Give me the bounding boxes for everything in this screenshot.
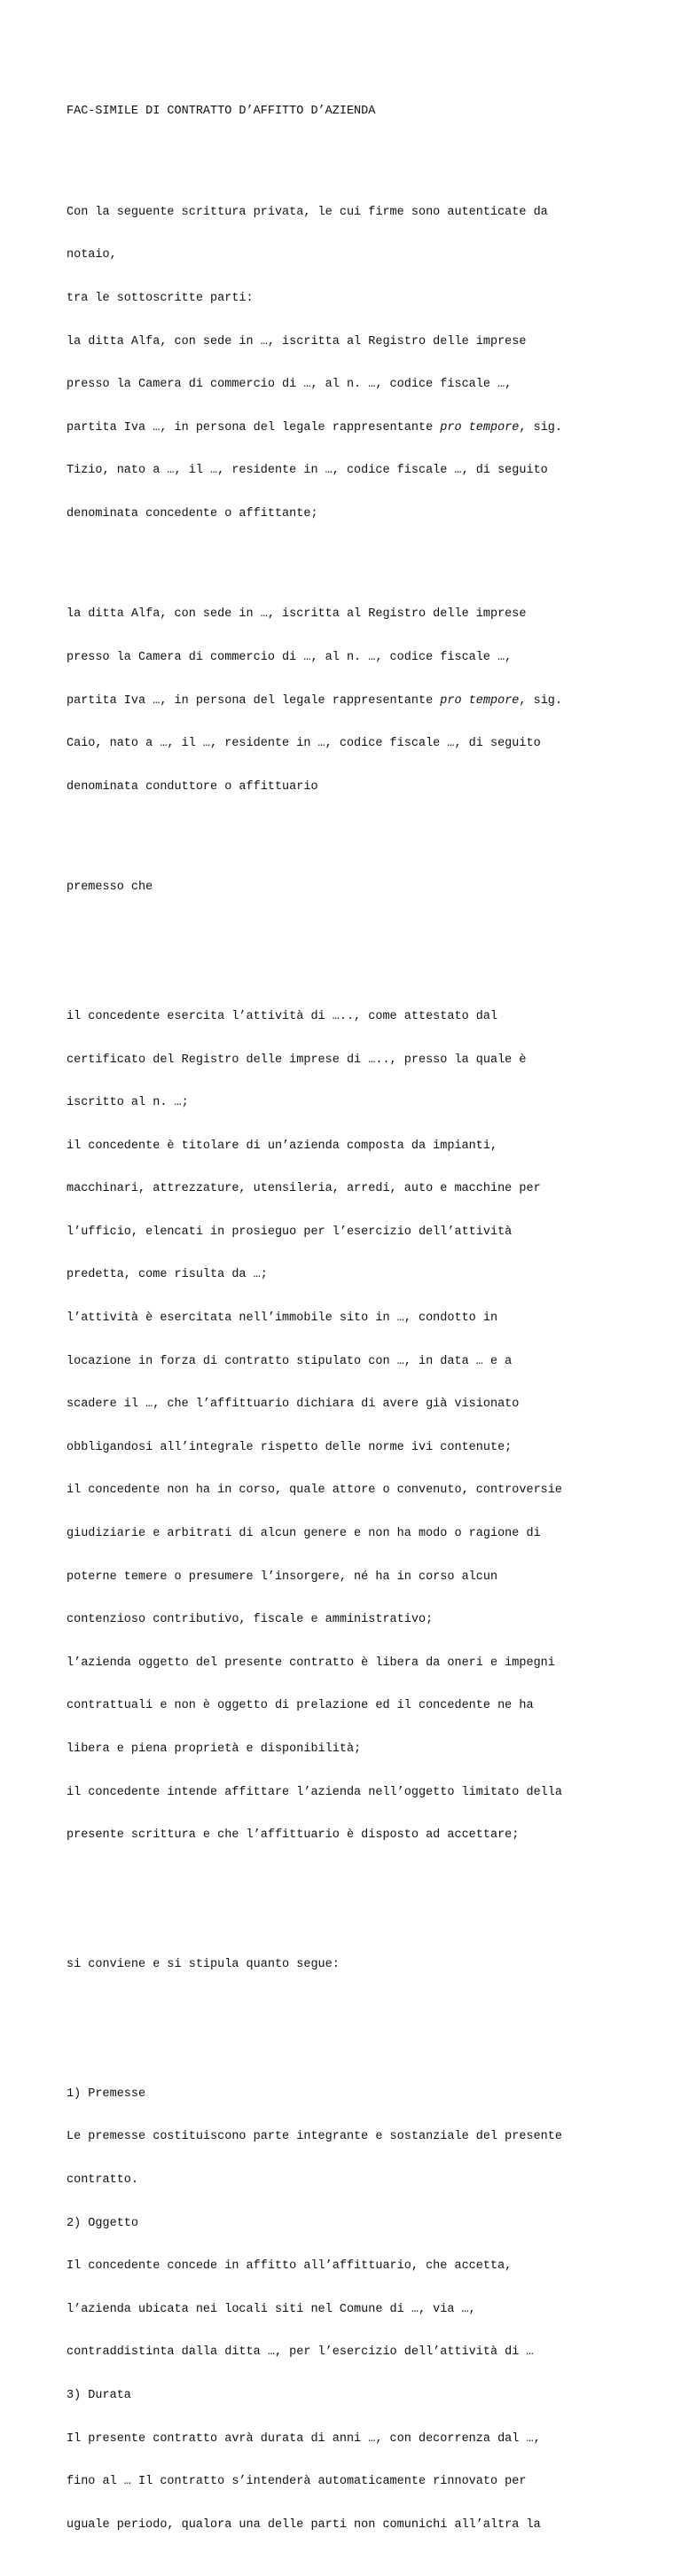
spacer [67, 1900, 681, 1914]
clause-line: uguale periodo, qualora una delle parti non comunichi all’altra la [67, 2517, 541, 2532]
recital-line: il concedente esercita l’attività di ….., come attestato dal [67, 1009, 498, 1023]
clauses-block [67, 2058, 681, 2561]
clause-line: contraddistinta dalla ditta …, per l’esercizio dell’attività di … [67, 2345, 534, 2360]
recital-line: poterne temere o presumere l’insorgere, né ha in corso alcun [67, 1570, 498, 1584]
party1-line: denominata concedente o affittante; [67, 506, 318, 521]
recital-line: l’ufficio, elencati in prosieguo per l’esercizio dell’attività [67, 1225, 513, 1239]
spacer [67, 924, 681, 938]
clause-heading-oggetto: 2) Oggetto [67, 2216, 139, 2230]
clause-line: fino al … Il contratto s’intenderà automaticamente rinnovato per [67, 2475, 527, 2489]
recital-line: libera e piena proprietà e disponibilità; [67, 1742, 362, 1756]
recital-line: il concedente non ha in corso, quale attore o convenuto, controversie [67, 1484, 562, 1498]
recital-line: scadere il …, che l’affittuario dichiara di avere già visionato [67, 1398, 520, 1412]
conviene-heading: si conviene e si stipula quanto segue: [67, 1957, 340, 1971]
spacer [67, 2001, 681, 2016]
clause-heading-premesse: 1) Premesse [67, 2087, 146, 2101]
party2-vat-post: , sig. [519, 693, 563, 708]
recital-line: il concedente è titolare di un’azienda composta da impianti, [67, 1139, 498, 1153]
recital-line: l’azienda oggetto del presente contratto è libera da oneri e impegni [67, 1656, 555, 1670]
clause-line: Le premesse costituiscono parte integrante e sostanziale del presente [67, 2130, 562, 2144]
intro-line: la ditta Alfa, con sede in …, iscritta al Registro delle imprese [67, 334, 527, 348]
intro-line: presso la Camera di commercio di …, al n. …, codice fiscale …, [67, 378, 513, 392]
clause-line: Il concedente concede in affitto all’affittuario, che accetta, [67, 2259, 513, 2274]
recitals-block [67, 982, 681, 1872]
intro-line: Con la seguente scrittura privata, le cui firme sono autenticate da [67, 205, 548, 219]
party2-pro-tempore: pro tempore [440, 693, 520, 708]
party2-line: denominata conduttore o affittuario [67, 779, 318, 794]
spacer [67, 148, 681, 162]
clause-line: l’azienda ubicata nei locali siti nel Comune di …, via …, [67, 2302, 476, 2316]
recital-line: predetta, come risulta da …; [67, 1268, 268, 1282]
recital-line: l’attività è esercitata nell’immobile sito in …, condotto in [67, 1311, 498, 1326]
intro-line: notaio, [67, 248, 117, 262]
recital-line: giudiziarie e arbitrati di alcun genere e non ha modo o ragione di [67, 1527, 541, 1541]
recital-line: iscritto al n. …; [67, 1096, 189, 1110]
recital-line: obbligandosi all’integrale rispetto delle norme ivi contenute; [67, 1440, 513, 1454]
recital-line: il concedente intende affittare l’azienda nell’oggetto limitato della [67, 1785, 562, 1799]
party1-vat-line [67, 421, 681, 435]
party2-vat-line [67, 694, 681, 709]
party2-line: la ditta Alfa, con sede in …, iscritta al Registro delle imprese [67, 607, 527, 622]
party1-pro-tempore: pro tempore [440, 420, 520, 435]
premesso-heading: premesso che [67, 881, 153, 895]
spacer [67, 823, 681, 837]
party2-line: presso la Camera di commercio di …, al n. …, codice fiscale …, [67, 650, 513, 664]
recital-line: presente scrittura e che l’affittuario è disposto ad accettare; [67, 1828, 520, 1843]
party2-line: Caio, nato a …, il …, residente in …, codice fiscale …, di seguito [67, 737, 541, 751]
recital-line: contrattuali e non è oggetto di prelazione ed il concedente ne ha [67, 1699, 534, 1713]
document-title: FAC-SIMILE DI CONTRATTO D’AFFITTO D’AZIENDA [67, 105, 376, 119]
clause-heading-durata: 3) Durata [67, 2388, 131, 2402]
spacer [67, 551, 681, 565]
clause-line: Il presente contratto avrà durata di anni …, con decorrenza dal …, [67, 2431, 541, 2446]
recital-line: certificato del Registro delle imprese di ….., presso la quale è [67, 1053, 527, 1067]
clause-line: contratto. [67, 2173, 139, 2187]
party1-vat-post: , sig. [519, 420, 563, 435]
recital-line: locazione in forza di contratto stipulato con …, in data … e a [67, 1354, 513, 1368]
party1-line: Tizio, nato a …, il …, residente in …, codice fiscale …, di seguito [67, 464, 548, 478]
intro-line: tra le sottoscritte parti: [67, 291, 254, 305]
recital-line: macchinari, attrezzature, utensileria, arredi, auto e macchine per [67, 1182, 541, 1196]
party2-vat-pre: partita Iva …, in persona del legale rappresentante [67, 693, 441, 708]
party1-vat-pre: partita Iva …, in persona del legale rappresentante [67, 420, 441, 435]
recital-line: contenzioso contributivo, fiscale e amministrativo; [67, 1613, 434, 1627]
